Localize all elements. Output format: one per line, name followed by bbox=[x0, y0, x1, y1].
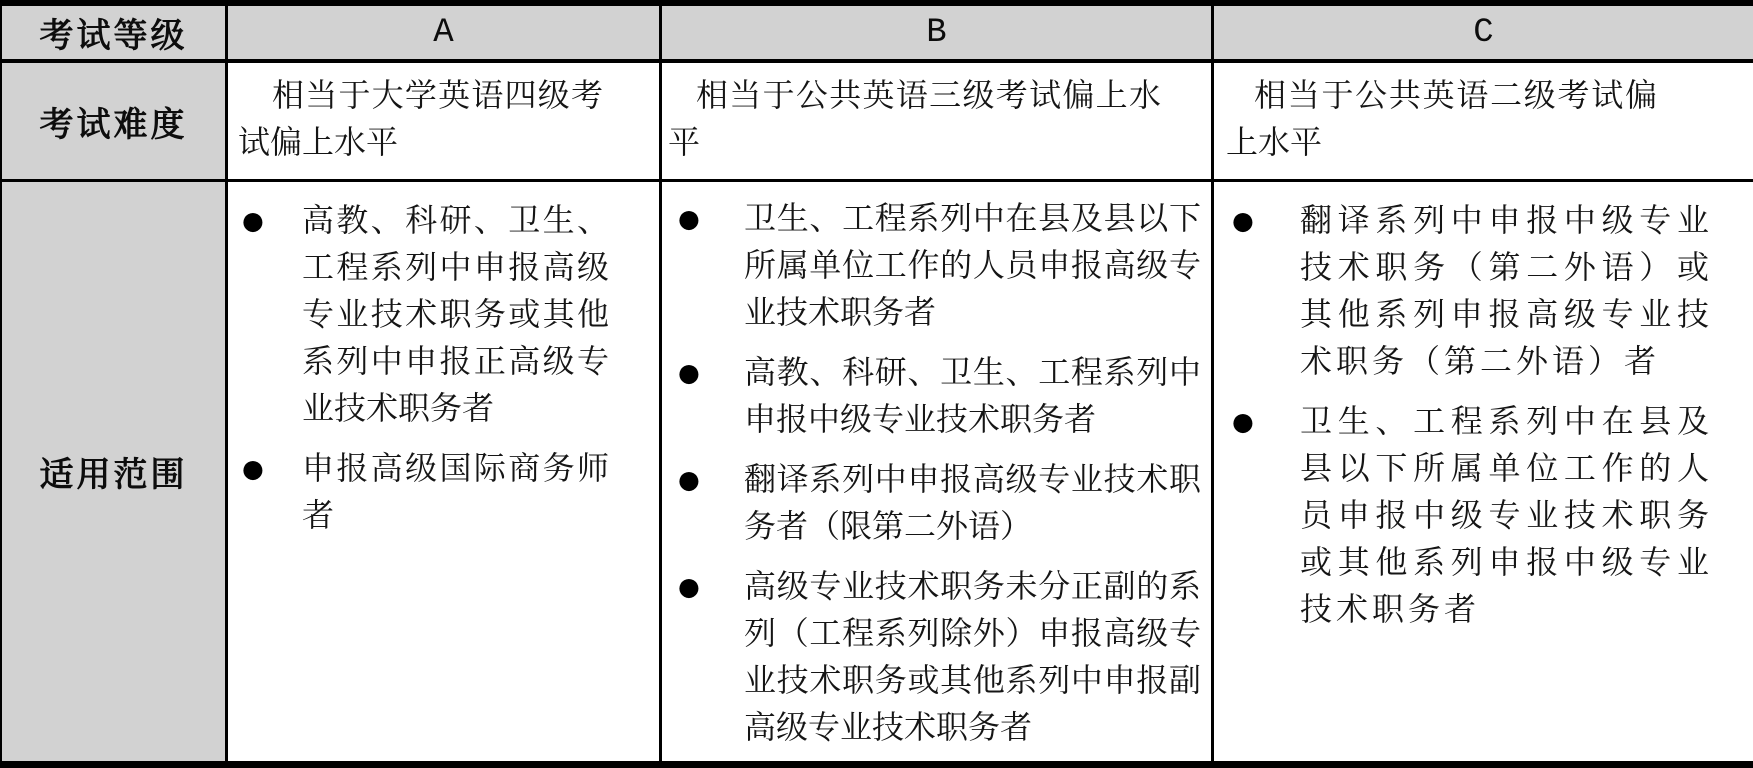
list-item bbox=[1232, 197, 1713, 385]
difficulty-label-cell bbox=[2, 63, 228, 182]
list-item-text: 高教、科研、卫生、工程系列中申报中级专业技术职务者 bbox=[744, 354, 1201, 437]
difficulty-text-c: 相当于公共英语二级考试偏上水平 bbox=[1226, 77, 1657, 160]
list-item-text: 翻译系列中申报中级专业技术职务（第二外语）或其他系列申报高级专业技术职务（第二外语）者 bbox=[1300, 202, 1713, 379]
scope-cell-a bbox=[228, 182, 662, 761]
bullet-icon: ● bbox=[242, 454, 264, 483]
bullet-icon: ● bbox=[678, 204, 700, 233]
list-item-text: 申报高级国际商务师者 bbox=[302, 450, 609, 533]
scope-label: 适用范围 bbox=[39, 456, 188, 494]
difficulty-cell-c bbox=[1214, 63, 1753, 182]
list-item bbox=[242, 445, 609, 539]
scope-list-b bbox=[662, 182, 1211, 751]
scope-cell-c bbox=[1214, 182, 1753, 761]
list-item bbox=[678, 456, 1201, 550]
column-header-a-text: A bbox=[433, 13, 454, 52]
list-item-text: 卫生、工程系列中在县及县以下所属单位工作的人员申报高级专业技术职务者 bbox=[744, 200, 1201, 330]
list-item bbox=[678, 563, 1201, 751]
list-item bbox=[678, 195, 1201, 336]
bullet-icon: ● bbox=[678, 358, 700, 387]
bullet-icon: ● bbox=[242, 206, 264, 235]
difficulty-label: 考试难度 bbox=[39, 105, 188, 144]
difficulty-cell-a bbox=[228, 63, 662, 182]
scope-list-c bbox=[1214, 182, 1753, 633]
list-item-text: 卫生、工程系列中在县及县以下所属单位工作的人员申报中级专业技术职务或其他系列申报中级专业技术职务者 bbox=[1300, 403, 1713, 627]
list-item-text: 高级专业技术职务未分正副的系列（工程系列除外）申报高级专业技术职务或其他系列中申报副高级专业技术职务者 bbox=[744, 568, 1201, 745]
difficulty-text-a: 相当于大学英语四级考试偏上水平 bbox=[238, 77, 603, 160]
scope-label-cell bbox=[2, 182, 228, 761]
scope-cell-b bbox=[662, 182, 1214, 761]
header-label-cell bbox=[2, 6, 228, 63]
list-item bbox=[242, 197, 609, 432]
difficulty-cell-b bbox=[662, 63, 1214, 182]
difficulty-text-b: 相当于公共英语三级考试偏上水平 bbox=[668, 77, 1161, 160]
bullet-icon: ● bbox=[1232, 407, 1254, 436]
bullet-icon: ● bbox=[1232, 206, 1254, 235]
header-label: 考试等级 bbox=[39, 17, 188, 55]
scope-list-a bbox=[228, 182, 659, 539]
column-header-c-text: C bbox=[1473, 13, 1494, 52]
column-header-b-text: B bbox=[926, 13, 947, 52]
bullet-icon: ● bbox=[678, 465, 700, 494]
column-header-c bbox=[1214, 6, 1753, 63]
bullet-icon: ● bbox=[678, 572, 700, 601]
list-item bbox=[1232, 398, 1713, 633]
list-item bbox=[678, 349, 1201, 443]
column-header-a bbox=[228, 6, 662, 63]
list-item-text: 翻译系列中申报高级专业技术职务者（限第二外语） bbox=[744, 461, 1201, 544]
list-item-text: 高教、科研、卫生、工程系列中申报高级专业技术职务或其他系列中申报正高级专业技术职务者 bbox=[302, 202, 609, 426]
column-header-b bbox=[662, 6, 1214, 63]
